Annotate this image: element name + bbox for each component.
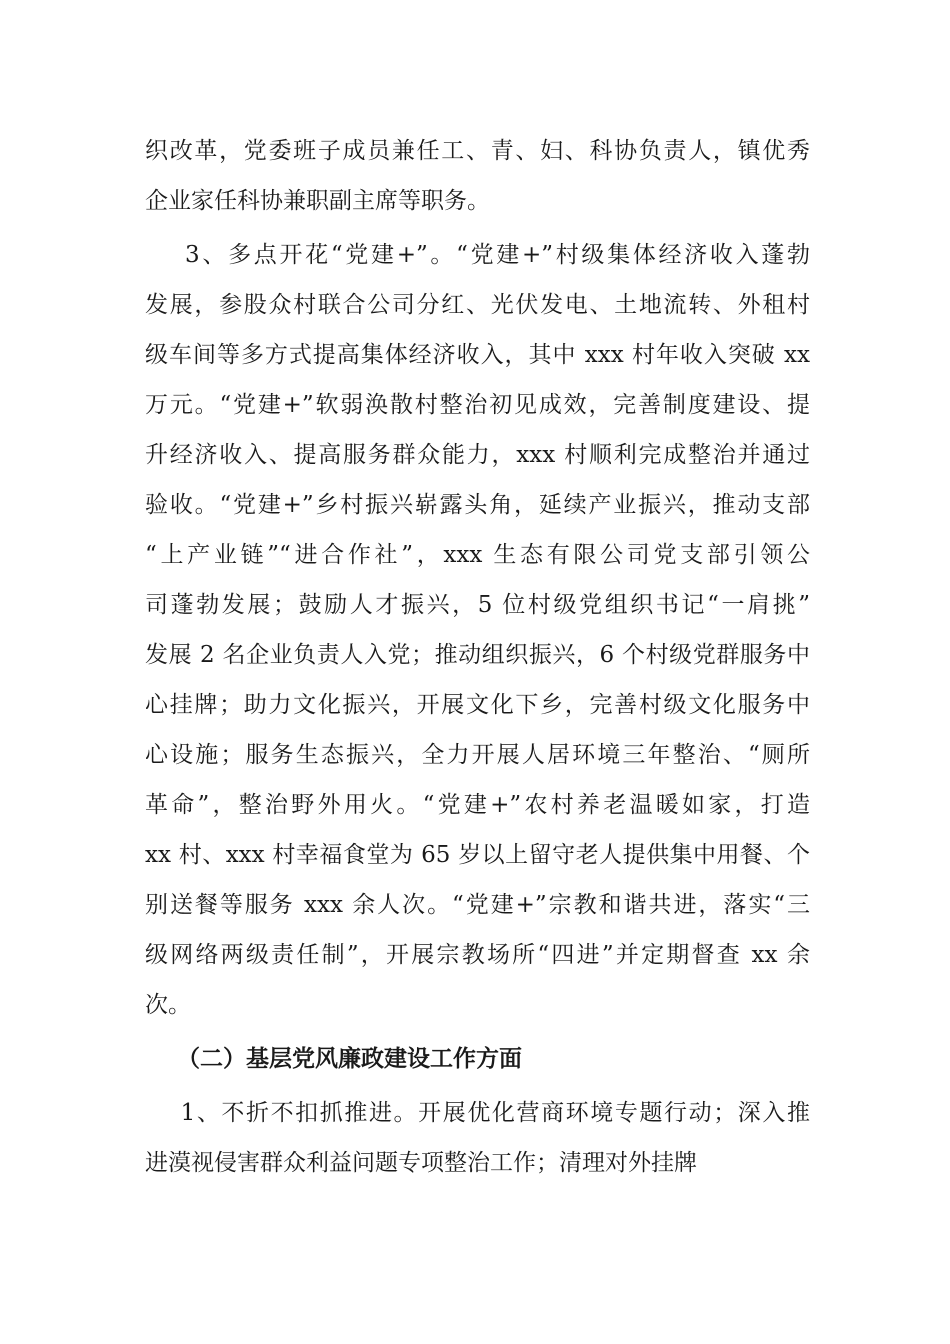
text-line: 万元。“党建+”软弱涣散村整治初见成效，完善制度建设、提 [145, 392, 810, 418]
text-line: 织改革，党委班子成员兼任工、青、妇、科协负责人，镇优秀 [145, 138, 810, 164]
text-line: 级网络两级责任制”，开展宗教场所“四进”并定期督查 xx 余 [145, 942, 810, 968]
text-line: 3、多点开花“党建+”。“党建+”村级集体经济收入蓬勃 [145, 242, 810, 268]
text-line: 心挂牌；助力文化振兴，开展文化下乡，完善村级文化服务中 [145, 692, 810, 718]
text-line: 别送餐等服务 xxx 余人次。“党建+”宗教和谐共进，落实“三 [145, 892, 810, 918]
text-line: “上产业链”“进合作社”，xxx 生态有限公司党支部引领公 [145, 542, 810, 568]
text-line: 司蓬勃发展；鼓励人才振兴，5 位村级党组织书记“一肩挑” [145, 592, 810, 618]
paragraph-party-building-plus [145, 230, 810, 1030]
text-line: 升经济收入、提高服务群众能力，xxx 村顺利完成整治并通过 [145, 442, 810, 468]
text-line: 革命”，整治野外用火。“党建+”农村养老温暖如家，打造 [145, 792, 810, 818]
text-line: 企业家任科协兼职副主席等职务。 [145, 188, 490, 214]
paragraph-continuation [145, 126, 810, 226]
section-heading: （二）基层党风廉政建设工作方面 [145, 1045, 523, 1072]
text-line: 验收。“党建+”乡村振兴崭露头角，延续产业振兴，推动支部 [145, 492, 810, 518]
text-line: 进漠视侵害群众利益问题专项整治工作；清理对外挂牌 [145, 1150, 697, 1176]
text-line: 1、不折不扣抓推进。开展优化营商环境专题行动；深入推 [145, 1100, 810, 1126]
text-line: 发展，参股众村联合公司分红、光伏发电、土地流转、外租村 [145, 292, 810, 318]
text-line: 发展 2 名企业负责人入党；推动组织振兴，6 个村级党群服务中 [145, 642, 810, 668]
text-line: 级车间等多方式提高集体经济收入，其中 xxx 村年收入突破 xx [145, 342, 810, 368]
paragraph-promotion [145, 1088, 810, 1188]
document-body [145, 126, 810, 1188]
text-line: 次。 [145, 992, 191, 1018]
text-line: 心设施；服务生态振兴，全力开展人居环境三年整治、“厕所 [145, 742, 810, 768]
text-line: xx 村、xxx 村幸福食堂为 65 岁以上留守老人提供集中用餐、个 [145, 842, 810, 868]
